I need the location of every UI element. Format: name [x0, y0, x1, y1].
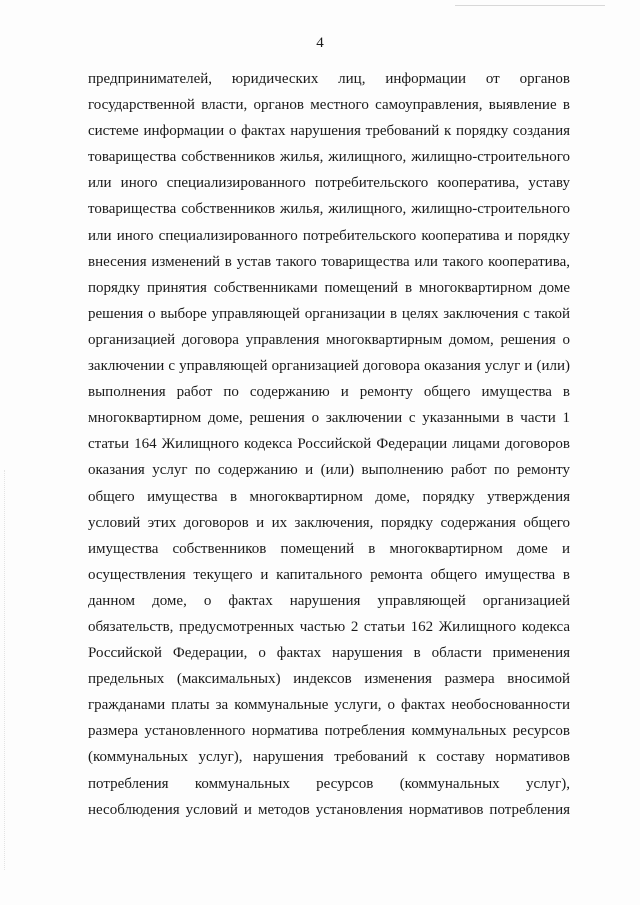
text-line: выполнения работ по содержанию и ремонту общего имущества в: [88, 384, 570, 401]
text-line: предельных (максимальных) индексов изменения размера вносимой: [88, 671, 570, 688]
text-line: (коммунальных услуг), нарушения требований к составу нормативов: [88, 749, 570, 766]
text-line: многоквартирном доме, решения о заключении с указанными в части 1: [88, 410, 570, 427]
text-line: товарищества собственников жилья, жилищного, жилищно-строительного: [88, 201, 570, 218]
text-line: государственной власти, органов местного самоуправления, выявление в: [88, 97, 570, 114]
text-line: имущества собственников помещений в многоквартирном доме и: [88, 540, 570, 557]
text-line: внесения изменений в устав такого товарищества или такого кооператива,: [88, 253, 570, 270]
text-line: организацией договора управления многоквартирным домом, решения о: [88, 331, 570, 348]
body-text: [88, 66, 570, 823]
text-line: или иного специализированного потребительского кооператива и порядку: [88, 227, 570, 244]
text-line: размера установленного норматива потребления коммунальных ресурсов: [88, 723, 570, 740]
text-line: несоблюдения условий и методов установления нормативов потребления: [88, 801, 570, 818]
text-line: условий этих договоров и их заключения, порядку содержания общего: [88, 514, 570, 531]
text-line: гражданами платы за коммунальные услуги, о фактах необоснованности: [88, 697, 570, 714]
text-line: Российской Федерации, о фактах нарушения в области применения: [88, 645, 570, 662]
text-line: осуществления текущего и капитального ремонта общего имущества в: [88, 566, 570, 583]
text-line: системе информации о фактах нарушения требований к порядку создания: [88, 123, 570, 140]
scan-edge-dots: [4, 470, 6, 870]
page-number: 4: [316, 35, 324, 51]
text-line: заключении с управляющей организацией договора оказания услуг и (или): [88, 358, 570, 375]
text-line: или иного специализированного потребительского кооператива, уставу: [88, 175, 570, 192]
text-line: товарищества собственников жилья, жилищного, жилищно-строительного: [88, 149, 570, 166]
text-line: данном доме, о фактах нарушения управляющей организацией: [88, 592, 570, 609]
text-line: оказания услуг по содержанию и (или) выполнению работ по ремонту: [88, 462, 570, 479]
scan-edge-line: [455, 5, 605, 6]
text-line: потребления коммунальных ресурсов (коммунальных услуг),: [88, 775, 570, 792]
text-line: обязательств, предусмотренных частью 2 статьи 162 Жилищного кодекса: [88, 618, 570, 635]
text-line: решения о выборе управляющей организации в целях заключения с такой: [88, 305, 570, 322]
text-line: общего имущества в многоквартирном доме, порядку утверждения: [88, 488, 570, 505]
text-line: статьи 164 Жилищного кодекса Российской Федерации лицами договоров: [88, 436, 570, 453]
text-line: порядку принятия собственниками помещений в многоквартирном доме: [88, 279, 570, 296]
text-line: предпринимателей, юридических лиц, информации от органов: [88, 71, 570, 87]
